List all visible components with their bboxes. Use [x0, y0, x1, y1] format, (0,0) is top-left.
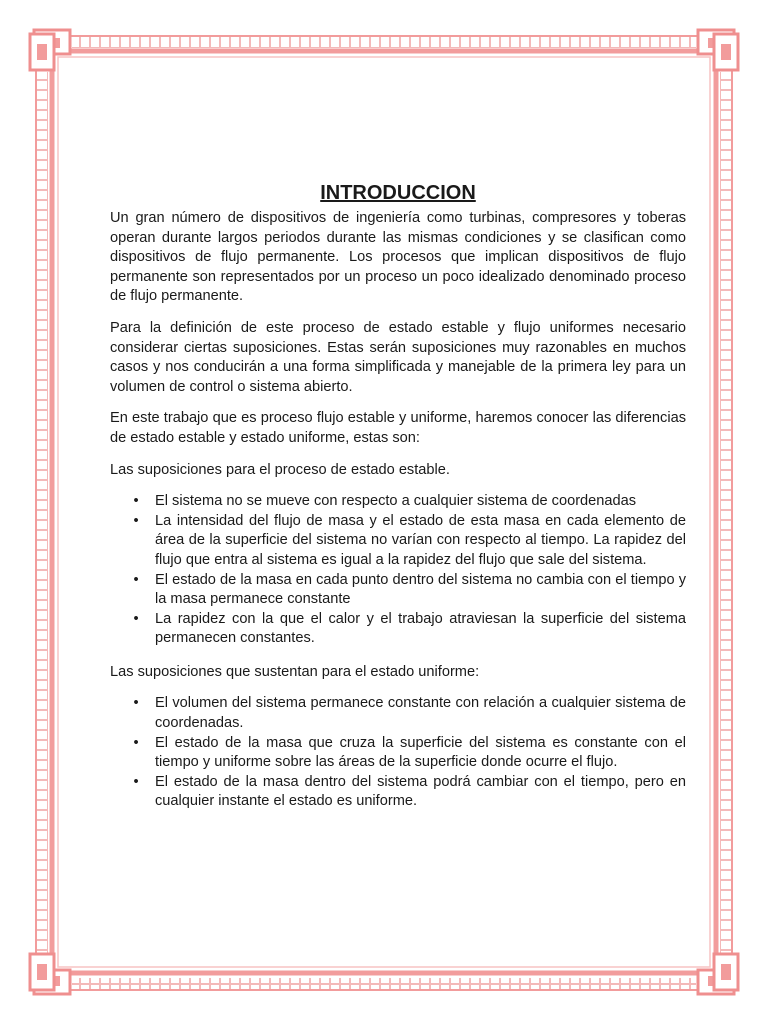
- intro-paragraph-3: En este trabajo que es proceso flujo estable y uniforme, haremos conocer las diferencias de estado estable y estado uniforme, estas son:: [110, 410, 686, 446]
- intro-paragraph-1: Un gran número de dispositivos de ingeniería como turbinas, compresores y toberas operan durante largos periodos durante las mismas condiciones y se clasifican como dispositivos de flujo permanente. Los procesos que implican dispositivos de flujo permanente son representados por un proceso un poco idealizado denominado proceso de flujo permanente.: [110, 210, 686, 305]
- document-body: [110, 181, 686, 826]
- steady-state-list: [110, 492, 686, 649]
- corner-ornament-top-right: [698, 30, 738, 70]
- uniform-state-heading: Las suposiciones que sustentan para el estado uniforme:: [110, 663, 480, 680]
- document-title: INTRODUCCION: [320, 182, 476, 204]
- list-item: • El estado de la masa que cruza la superficie del sistema es constante con el tiempo y uniforme sobre las áreas de la superficie donde ocurre el flujo.: [110, 734, 686, 773]
- steady-state-heading: Las suposiciones para el proceso de estado estable.: [110, 461, 450, 478]
- corner-ornament-bottom-left: [30, 954, 70, 994]
- intro-paragraph-2: Para la definición de este proceso de estado estable y flujo uniformes necesario considerar ciertas suposiciones. Estas serán suposiciones muy razonables en muchos casos y nos conducirán a una forma simplificada y manejable de la primera ley para un volumen de control o sistema abierto.: [110, 319, 686, 395]
- list-item: • La intensidad del flujo de masa y el estado de esta masa en cada elemento de área de la superficie del sistema no varían con respecto al tiempo. La rapidez del flujo que entra al sistema es igual a la rapidez del flujo que sale del sistema.: [110, 512, 686, 571]
- bullet-icon: •: [133, 695, 139, 712]
- list-item: • El volumen del sistema permanece constante con relación a cualquier sistema de coordenadas.: [110, 694, 686, 733]
- list-item: • El estado de la masa en cada punto dentro del sistema no cambia con el tiempo y la masa permanece constante: [110, 571, 686, 610]
- uniform-state-list: [110, 694, 686, 812]
- bullet-icon: •: [133, 571, 139, 588]
- list-item: • El sistema no se mueve con respecto a cualquier sistema de coordenadas: [110, 492, 686, 512]
- bullet-icon: •: [133, 493, 139, 510]
- list-item: • La rapidez con la que el calor y el trabajo atraviesan la superficie del sistema permanecen constantes.: [110, 610, 686, 649]
- list-item: • El estado de la masa dentro del sistema podrá cambiar con el tiempo, pero en cualquier instante el estado es uniforme.: [110, 773, 686, 812]
- bullet-icon: •: [133, 512, 139, 529]
- bullet-icon: •: [133, 773, 139, 790]
- corner-ornament-bottom-right: [698, 954, 738, 994]
- corner-ornament-top-left: [30, 30, 70, 70]
- bullet-icon: •: [133, 610, 139, 627]
- bullet-icon: •: [133, 734, 139, 751]
